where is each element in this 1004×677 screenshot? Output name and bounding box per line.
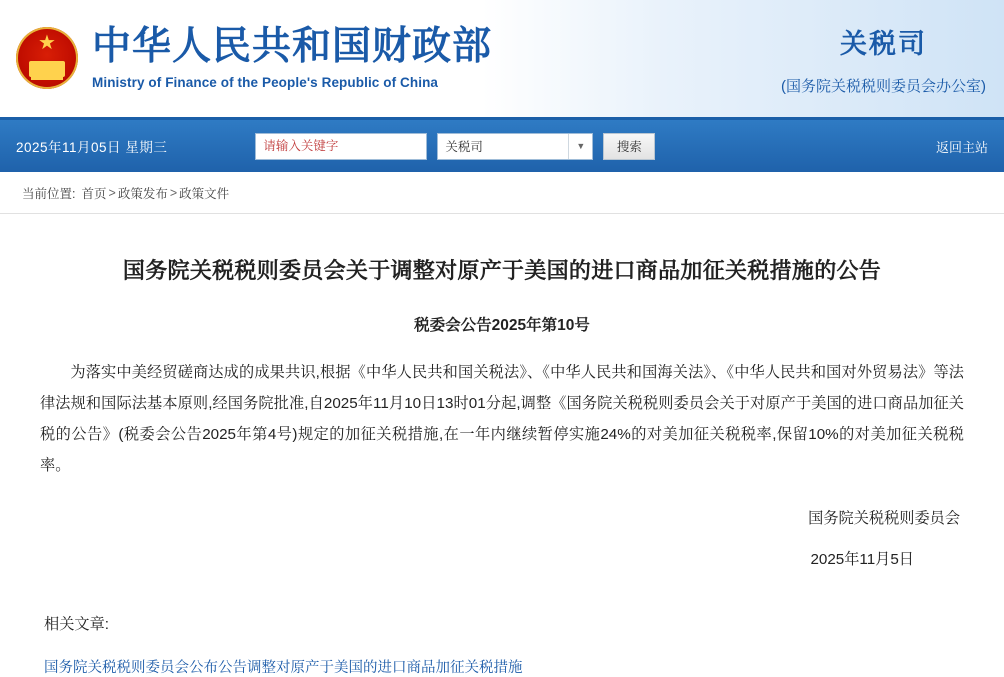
site-header [0,0,1004,120]
search-button[interactable]: 搜索 [603,133,655,160]
breadcrumb-label: 当前位置: [22,186,76,201]
article-body: 为落实中美经贸磋商达成的成果共识,根据《中华人民共和国关税法》、《中华人民共和国海关法》、《中华人民共和国对外贸易法》等法律法规和国际法基本原则,经国务院批准,自2025年11月10日13时01分起,调整《国务院关税税则委员会关于对原产于美国的进口商品加征关税的公告》(税委会公告2025年第4号)规定的加征关税措施,在一年内继续暂停实施24%的对美加征关税税率,保留10%的对美加征关税税率。 [40,364,964,474]
site-title-cn: 中华人民共和国财政部 [92,24,493,70]
chevron-down-icon: ▼ [568,134,592,159]
issuing-authority: 国务院关税税则委员会 [808,510,960,527]
related-articles-heading: 相关文章: [44,616,109,633]
search-scope-value: 关税司 [445,140,483,154]
search-input[interactable] [255,133,427,160]
page-title: 国务院关税税则委员会关于调整对原产于美国的进口商品加征关税措施的公告 [122,259,882,284]
article-container [0,254,1004,677]
document-number: 税委会公告2025年第10号 [414,317,590,334]
department-subtitle: (国务院关税税则委员会办公室) [781,77,986,95]
search-scope-select[interactable] [437,133,593,160]
issue-date: 2025年11月5日 [810,551,914,568]
header-department [781,22,1004,96]
related-article-link[interactable]: 国务院关税税则委员会公布公告调整对原产于美国的进口商品加征关税措施 [44,660,523,676]
header-titles [92,26,492,91]
china-national-emblem-icon [16,27,78,89]
current-date: 2025年11月05日 星期三 [16,140,168,155]
header-brand [0,26,492,91]
search-form [255,133,655,160]
nav-search-bar [0,120,1004,172]
breadcrumb-item-home[interactable]: 首页 [81,186,107,201]
breadcrumb-separator: > [169,185,178,200]
breadcrumb-separator: > [108,185,116,200]
site-title-en: Ministry of Finance of the People's Republic of China [92,75,439,91]
breadcrumb-item-policy-documents[interactable]: 政策文件 [179,186,230,201]
department-name: 关税司 [840,28,927,60]
breadcrumb-item-policy-release[interactable]: 政策发布 [117,186,168,201]
return-home-link[interactable]: 返回主站 [935,139,988,155]
breadcrumb [0,172,1004,214]
